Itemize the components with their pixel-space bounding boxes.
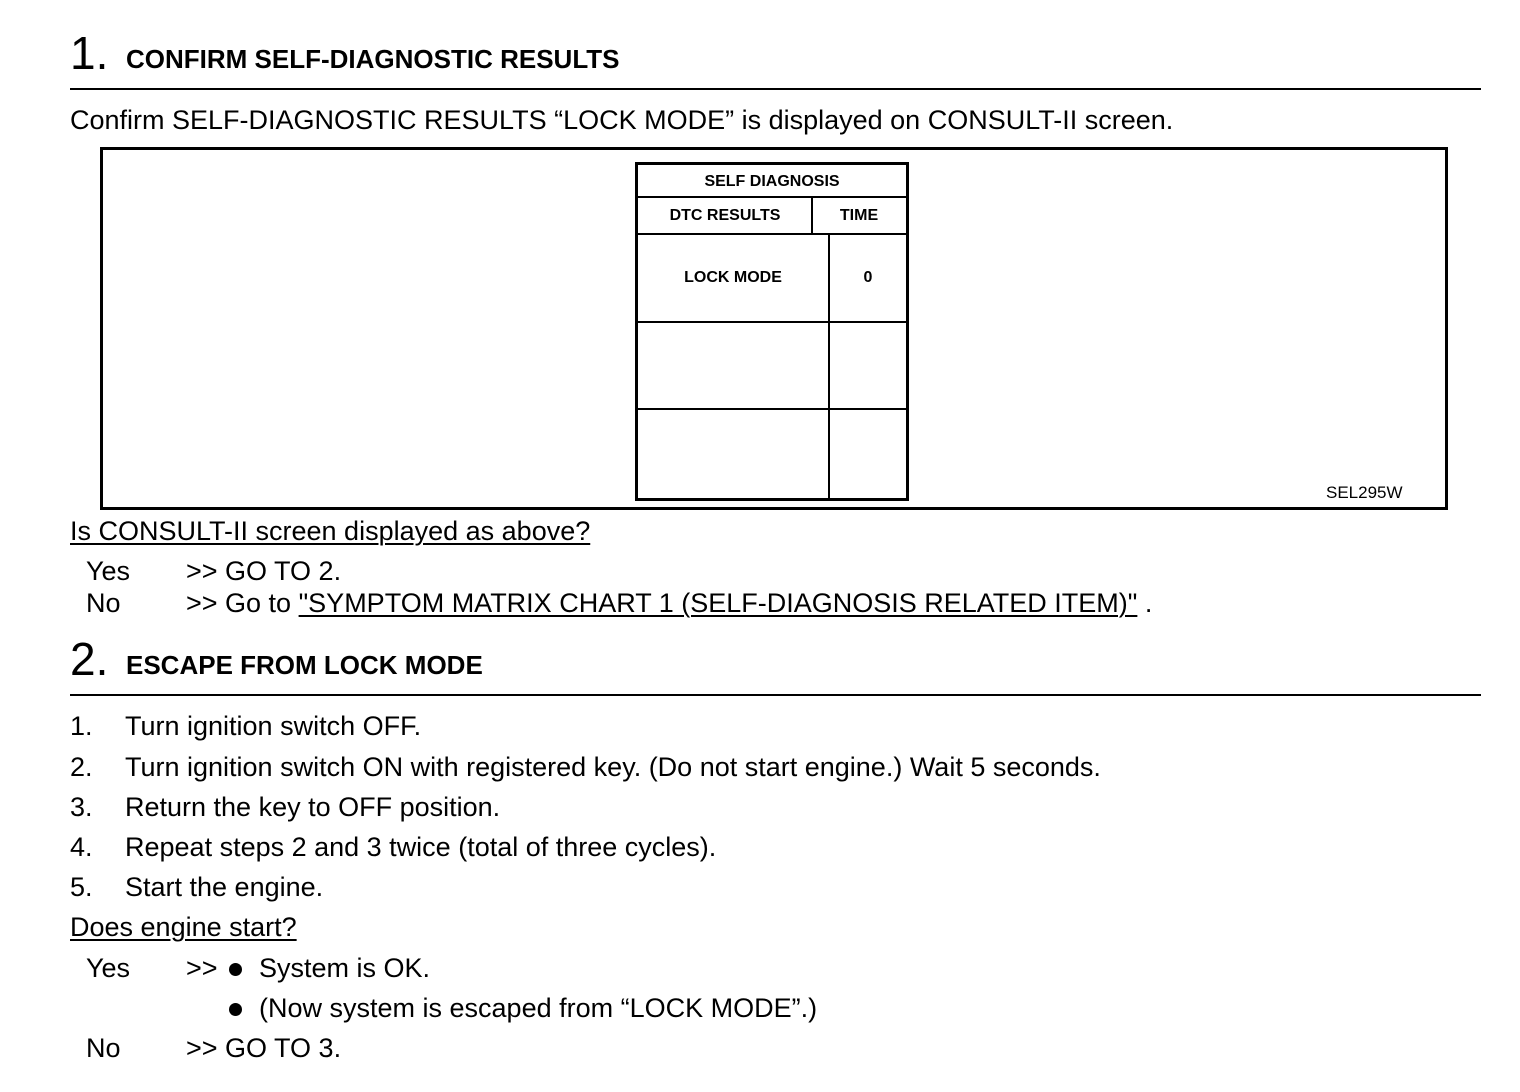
step-1-yes-label: Yes: [86, 556, 131, 586]
step-2-divider: [70, 694, 1481, 696]
figure-code: SEL295W: [1326, 483, 1403, 502]
step-2-title: ESCAPE FROM LOCK MODE: [126, 650, 483, 680]
step-1-no-label: No: [86, 588, 121, 618]
step-2-yes-prefix: >>: [186, 953, 218, 983]
screen-divider: [638, 233, 906, 235]
dtc-results-header: DTC RESULTS: [669, 207, 781, 224]
step-2-number: 2.: [70, 633, 109, 685]
procedure-step-text: Turn ignition switch OFF.: [125, 711, 422, 741]
step-2-yes-item-2: (Now system is escaped from “LOCK MODE”.): [259, 993, 818, 1023]
no-prefix: >> Go to: [186, 588, 292, 618]
procedure-step-num: 3.: [70, 792, 93, 822]
symptom-matrix-link[interactable]: "SYMPTOM MATRIX CHART 1 (SELF-DIAGNOSIS RELATED ITEM)": [298, 588, 1138, 618]
procedure-step-num: 1.: [70, 711, 93, 741]
procedure-step-text: Repeat steps 2 and 3 twice (total of three cycles).: [125, 832, 717, 862]
row-1-time: 0: [863, 269, 873, 286]
row-divider: [638, 321, 906, 323]
no-suffix: .: [1144, 588, 1153, 618]
procedure-step-num: 5.: [70, 872, 93, 902]
step-1-instruction: Confirm SELF-DIAGNOSTIC RESULTS “LOCK MODE” is displayed on CONSULT-II screen.: [70, 105, 1174, 135]
bullet-icon: [229, 1003, 242, 1016]
screen-divider: [638, 196, 906, 198]
self-diagnosis-screen: [635, 162, 909, 501]
step-2-no-label: No: [86, 1033, 121, 1063]
header-col-divider: [811, 196, 813, 234]
step-2-no-action: >> GO TO 3.: [186, 1033, 342, 1063]
step-2-yes-label: Yes: [86, 953, 131, 983]
procedure-step-num: 4.: [70, 832, 93, 862]
screen-header: SELF DIAGNOSIS: [704, 173, 840, 190]
procedure-step-num: 2.: [70, 752, 93, 782]
row-divider: [638, 408, 906, 410]
step-1-number: 1.: [70, 27, 109, 79]
step-1-no-action: [186, 588, 1152, 618]
step-2-question: Does engine start?: [70, 912, 297, 942]
time-header: TIME: [839, 207, 879, 224]
step-1-title: CONFIRM SELF-DIAGNOSTIC RESULTS: [126, 44, 620, 74]
step-1-question: Is CONSULT-II screen displayed as above?: [70, 516, 591, 546]
step-1-divider: [70, 88, 1481, 90]
procedure-step-text: Turn ignition switch ON with registered key. (Do not start engine.) Wait 5 seconds.: [125, 752, 1101, 782]
bullet-icon: [229, 963, 242, 976]
consult-screen-figure: [100, 147, 1448, 510]
step-2-yes-item-1: System is OK.: [259, 953, 431, 983]
step-1-yes-action: >> GO TO 2.: [186, 556, 342, 586]
procedure-step-text: Return the key to OFF position.: [125, 792, 501, 822]
row-1-result: LOCK MODE: [684, 269, 782, 286]
procedure-step-text: Start the engine.: [125, 872, 324, 902]
